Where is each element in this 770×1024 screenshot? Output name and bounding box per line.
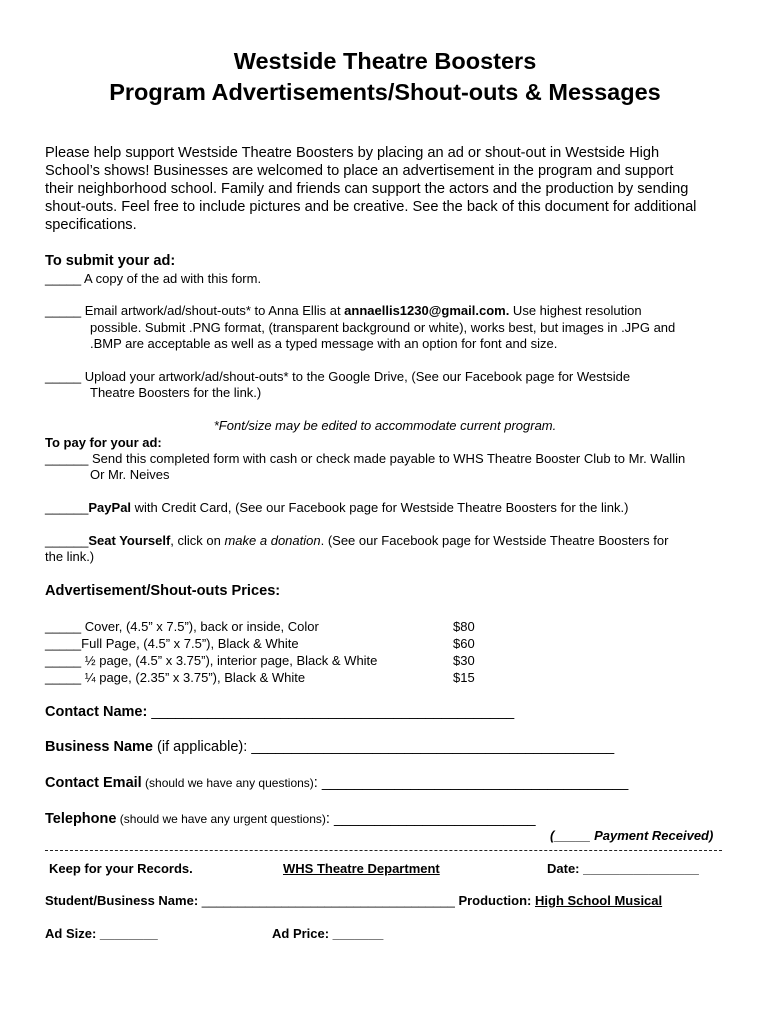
business-name-paren: (if applicable)	[153, 739, 244, 755]
contact-email-paren: (should we have any questions)	[141, 776, 314, 790]
make-donation-text: make a donation	[224, 533, 321, 548]
intro-line: shout-outs. Feel free to include pictures and be creative. See the back of this document for additional	[45, 199, 697, 215]
ad-size-field[interactable]: Ad Size: ________	[45, 926, 158, 941]
business-name-blank[interactable]: : _____________________________________________	[243, 739, 615, 755]
price-item-label: _____ Cover, (4.5” x 7.5”), back or inside, Color	[45, 619, 319, 634]
email-address: annaellis1230@gmail.com.	[344, 303, 510, 318]
intro-line: Please help support Westside Theatre Boosters by placing an ad or shout-out in Westside High	[45, 145, 660, 161]
font-size-note: *Font/size may be edited to accommodate current program.	[213, 418, 557, 433]
paypal-blank: ______	[45, 500, 89, 515]
submit-email-option	[45, 303, 642, 318]
prices-heading: Advertisement/Shout-outs Prices:	[45, 583, 281, 599]
date-field[interactable]: Date: ________________	[547, 861, 699, 876]
intro-line: School’s shows! Businesses are welcomed to place an advertisement in the program and support	[45, 163, 674, 179]
submit-upload-line2: Theatre Boosters for the link.)	[90, 385, 262, 400]
pay-paypal-option	[45, 500, 628, 515]
contact-email-field[interactable]	[45, 775, 628, 791]
paypal-text: with Credit Card, (See our Facebook page for Westside Theatre Boosters for the link.)	[131, 500, 629, 515]
cut-line-divider	[45, 850, 722, 851]
intro-line: their neighborhood school. Family and friends can support the actors and the production by sending	[45, 181, 689, 197]
submit-email-line2: possible. Submit .PNG format, (transparent background or white), works best, but images in .JPG and	[90, 320, 676, 335]
contact-email-label: Contact Email	[45, 775, 142, 791]
student-business-field[interactable]	[45, 893, 662, 908]
pay-check-option: ______ Send this completed form with cash or check made payable to WHS Theatre Booster Club to Mr. Wallin	[45, 451, 686, 466]
contact-email-blank[interactable]: : ______________________________________	[313, 775, 629, 791]
telephone-field[interactable]	[45, 811, 536, 827]
price-item-value: $15	[453, 670, 475, 685]
seat-text: , click on	[170, 533, 225, 548]
price-item-label: _____ ½ page, (4.5” x 3.75”), interior page, Black & White	[45, 653, 378, 668]
telephone-blank[interactable]: : _________________________	[325, 811, 536, 827]
payment-received-check[interactable]: (_____ Payment Received)	[550, 828, 714, 843]
ad-price-field[interactable]: Ad Price: _______	[272, 926, 384, 941]
telephone-paren: (should we have any urgent questions)	[116, 812, 326, 826]
price-item-label: _____Full Page, (4.5” x 7.5”), Black & White	[45, 636, 299, 651]
submit-heading: To submit your ad:	[45, 253, 176, 269]
pay-seat-line2: the link.)	[45, 549, 95, 564]
pay-seat-option	[45, 533, 668, 548]
keep-for-records: Keep for your Records.	[49, 861, 193, 876]
paypal-label: PayPal	[88, 500, 132, 515]
telephone-label: Telephone	[45, 811, 117, 827]
price-item-value: $60	[453, 636, 475, 651]
production-label: Production:	[454, 893, 535, 908]
submit-email-line3: .BMP are acceptable as well as a typed message with an option for font and size.	[90, 336, 558, 351]
submit-upload-option: _____ Upload your artwork/ad/shout-outs* to the Google Drive, (See our Facebook page for Westside	[45, 369, 631, 384]
seat-yourself-label: Seat Yourself	[88, 533, 171, 548]
pay-check-line2: Or Mr. Neives	[90, 467, 170, 482]
production-value: High School Musical	[535, 893, 663, 908]
contact-name-field[interactable]	[45, 704, 514, 720]
price-item-label: _____ ¼ page, (2.35” x 3.75”), Black & White	[45, 670, 306, 685]
department-name: WHS Theatre Department	[283, 861, 440, 876]
seat-blank: ______	[45, 533, 89, 548]
business-name-label: Business Name	[45, 739, 153, 755]
student-business-label: Student/Business Name:	[45, 893, 202, 908]
price-item-value: $30	[453, 653, 475, 668]
contact-name-label: Contact Name:	[45, 704, 148, 720]
submit-email-text: Use highest resolution	[509, 303, 642, 318]
business-name-field[interactable]	[45, 739, 614, 755]
price-item-value: $80	[453, 619, 475, 634]
submit-email-text: _____ Email artwork/ad/shout-outs* to Anna Ellis at	[45, 303, 345, 318]
pay-heading: To pay for your ad:	[45, 435, 162, 450]
contact-name-blank[interactable]: _____________________________________________	[147, 704, 515, 720]
student-business-blank[interactable]: ___________________________________	[201, 893, 455, 908]
intro-line: specifications.	[45, 217, 137, 233]
submit-copy-option: _____ A copy of the ad with this form.	[45, 271, 262, 286]
page-title: Westside Theatre Boosters	[233, 48, 537, 74]
page-subtitle: Program Advertisements/Shout-outs & Messages	[109, 79, 661, 105]
seat-text: . (See our Facebook page for Westside Theatre Boosters for	[320, 533, 669, 548]
